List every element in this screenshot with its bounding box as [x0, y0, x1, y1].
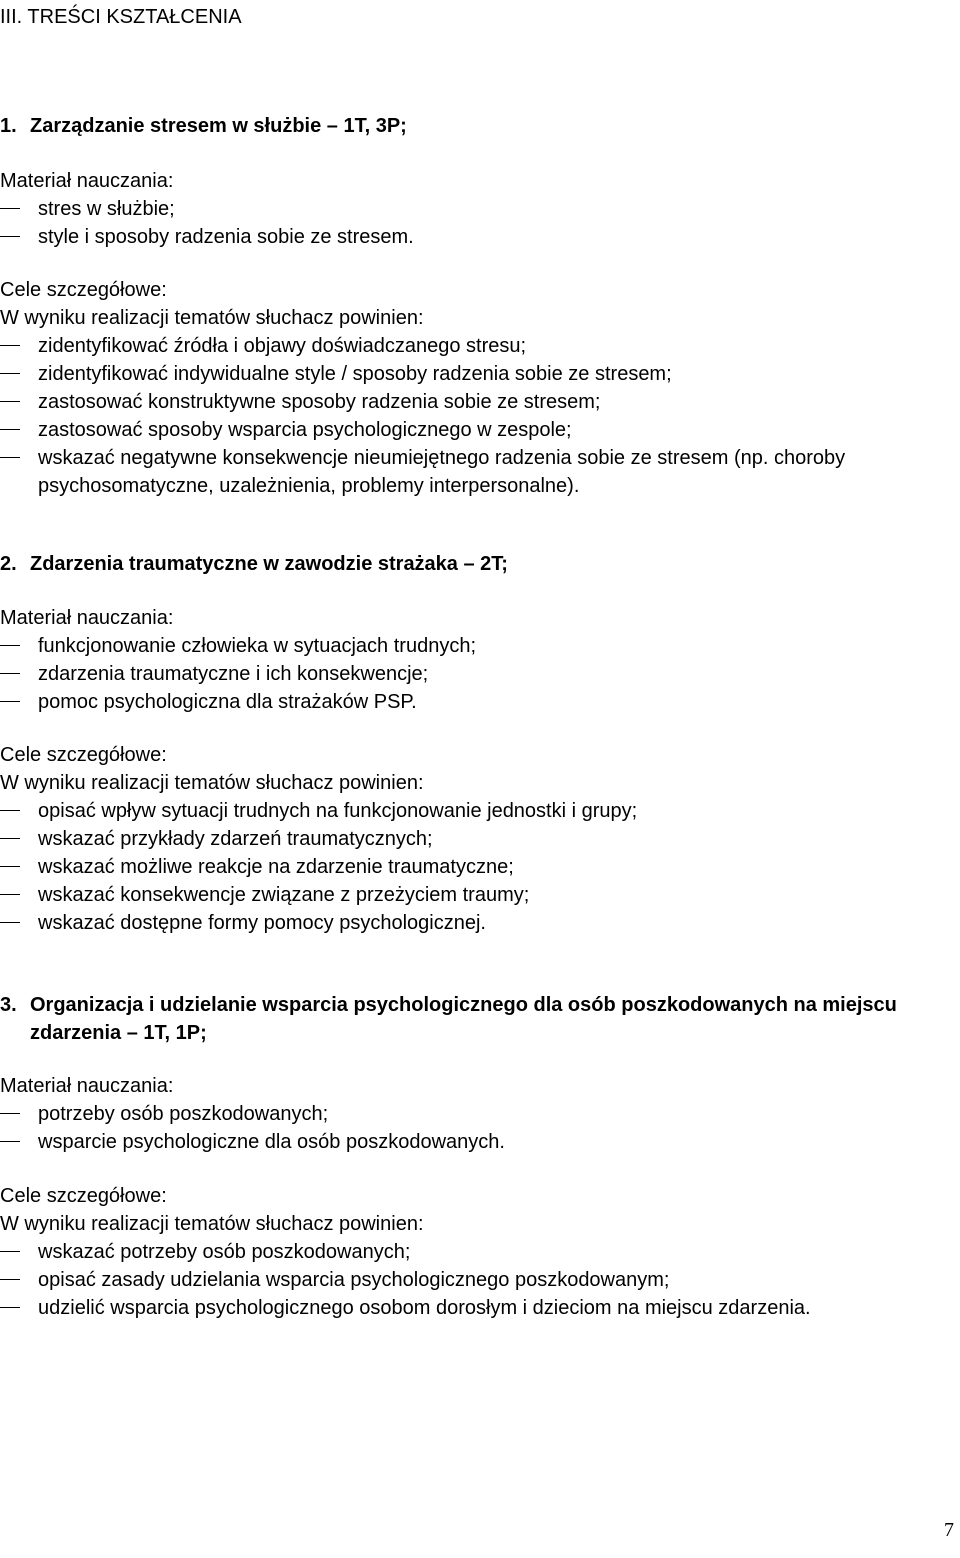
dash-bullet-icon — [0, 1307, 20, 1308]
list-item: stres w służbie; — [0, 195, 955, 223]
list-item: udzielić wsparcia psychologicznego osobom dorosłym i dzieciom na miejscu zdarzenia. — [0, 1294, 955, 1322]
section-2-goals-list — [0, 797, 955, 937]
section-3-material-list — [0, 1100, 955, 1156]
list-item: zidentyfikować źródła i objawy doświadczanego stresu; — [0, 332, 900, 360]
dash-bullet-icon — [0, 701, 20, 702]
dash-bullet-icon — [0, 429, 20, 430]
section-1-goals-list — [0, 332, 900, 500]
dash-bullet-icon — [0, 373, 20, 374]
section-2-goals-intro: W wyniku realizacji tematów słuchacz powinien: — [0, 772, 424, 794]
section-3-goals-list — [0, 1238, 955, 1322]
list-item: opisać zasady udzielania wsparcia psychologicznego poszkodowanym; — [0, 1266, 955, 1294]
page-number: 7 — [944, 1519, 954, 1541]
dash-bullet-icon — [0, 673, 20, 674]
dash-bullet-icon — [0, 208, 20, 209]
section-1-material-list — [0, 195, 955, 251]
list-item: wskazać możliwe reakcje na zdarzenie traumatyczne; — [0, 853, 955, 881]
section-1-number: 1. — [0, 115, 17, 137]
dash-bullet-icon — [0, 810, 20, 811]
list-item: funkcjonowanie człowieka w sytuacjach trudnych; — [0, 632, 955, 660]
list-item: zidentyfikować indywidualne style / sposoby radzenia sobie ze stresem; — [0, 360, 900, 388]
list-item: opisać wpływ sytuacji trudnych na funkcjonowanie jednostki i grupy; — [0, 797, 955, 825]
dash-bullet-icon — [0, 457, 20, 458]
section-1-goals-label: Cele szczegółowe: — [0, 279, 167, 301]
dash-bullet-icon — [0, 345, 20, 346]
section-2-material-list — [0, 632, 955, 716]
dash-bullet-icon — [0, 838, 20, 839]
section-2-title-text: Zdarzenia traumatyczne w zawodzie strażaka – 2T; — [30, 553, 508, 575]
section-1-title-text: Zarządzanie stresem w służbie – 1T, 3P; — [30, 115, 407, 137]
dash-bullet-icon — [0, 1141, 20, 1142]
section-1-goals-intro: W wyniku realizacji tematów słuchacz powinien: — [0, 307, 424, 329]
section-2-number: 2. — [0, 553, 17, 575]
list-item: wskazać dostępne formy pomocy psychologicznej. — [0, 909, 955, 937]
dash-bullet-icon — [0, 1251, 20, 1252]
section-3-goals-intro: W wyniku realizacji tematów słuchacz powinien: — [0, 1213, 424, 1235]
list-item: potrzeby osób poszkodowanych; — [0, 1100, 955, 1128]
section-2-title — [0, 550, 955, 578]
section-3-goals-label: Cele szczegółowe: — [0, 1185, 167, 1207]
list-item: pomoc psychologiczna dla strażaków PSP. — [0, 688, 955, 716]
list-item: zdarzenia traumatyczne i ich konsekwencje; — [0, 660, 955, 688]
list-item: zastosować konstruktywne sposoby radzenia sobie ze stresem; — [0, 388, 900, 416]
dash-bullet-icon — [0, 401, 20, 402]
dash-bullet-icon — [0, 1279, 20, 1280]
dash-bullet-icon — [0, 1113, 20, 1114]
list-item: zastosować sposoby wsparcia psychologicznego w zespole; — [0, 416, 900, 444]
dash-bullet-icon — [0, 922, 20, 923]
section-2-material-label: Materiał nauczania: — [0, 607, 174, 629]
section-3-title-text: Organizacja i udzielanie wsparcia psychologicznego dla osób poszkodowanych na miejscu zdarzenia – 1T, 1P; — [30, 994, 897, 1044]
dash-bullet-icon — [0, 866, 20, 867]
section-2-goals-label: Cele szczegółowe: — [0, 744, 167, 766]
list-item: wskazać konsekwencje związane z przeżyciem traumy; — [0, 881, 955, 909]
list-item: wskazać negatywne konsekwencje nieumiejętnego radzenia sobie ze stresem (np. choroby psychosomatyczne, uzależnienia, problemy interpersonalne). — [0, 444, 900, 500]
section-3-material-label: Materiał nauczania: — [0, 1075, 174, 1097]
section-3-number: 3. — [0, 994, 17, 1016]
list-item: style i sposoby radzenia sobie ze stresem. — [0, 223, 955, 251]
dash-bullet-icon — [0, 894, 20, 895]
dash-bullet-icon — [0, 236, 20, 237]
list-item: wsparcie psychologiczne dla osób poszkodowanych. — [0, 1128, 955, 1156]
dash-bullet-icon — [0, 645, 20, 646]
list-item: wskazać potrzeby osób poszkodowanych; — [0, 1238, 955, 1266]
section-1-title — [0, 112, 955, 140]
list-item: wskazać przykłady zdarzeń traumatycznych; — [0, 825, 955, 853]
chapter-title: III. TREŚCI KSZTAŁCENIA — [0, 6, 242, 28]
section-1-material-label: Materiał nauczania: — [0, 170, 174, 192]
section-3-title — [0, 991, 955, 1047]
